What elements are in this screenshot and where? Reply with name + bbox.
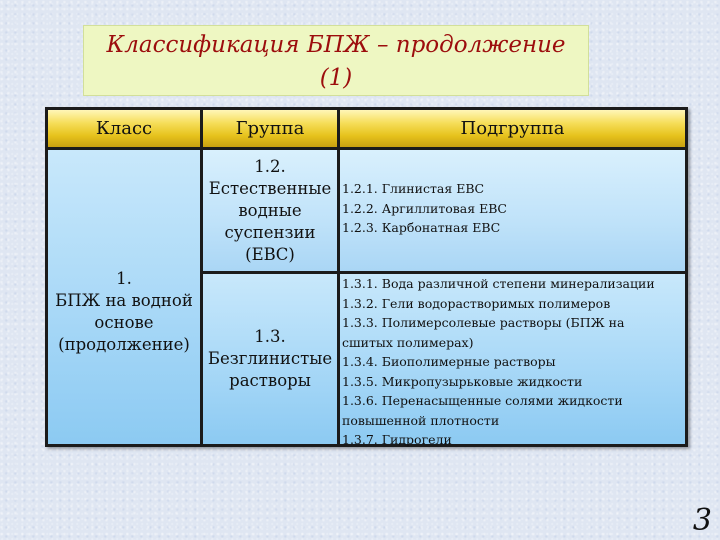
subgroup-item: 1.3.7. Гидрогели [342,432,452,447]
subgroup-item: 1.2.3. Карбонатная ЕВС [342,220,501,235]
group-1-3-line-1: 1.3. [254,327,286,346]
header-class: Класс [48,110,200,147]
header-group: Группа [203,110,337,147]
subgroup-item: 1.2.2. Аргиллитовая ЕВС [342,200,507,216]
subgroup-item: 1.3.5. Микропузырьковые жидкости [342,373,583,389]
slide-title-box [83,25,589,96]
class-number: 1. [116,269,132,288]
subgroup-item: 1.3.4. Биополимерные растворы [342,354,556,369]
group-1-3-line-3: растворы [229,371,311,390]
group-1-2-line-1: 1.2. [254,156,286,176]
group-cell-1-2 [203,150,337,271]
subgroup-item: 1.3.1. Вода различной степени минерализации [342,276,655,291]
subgroup-item: 1.3.3. Полимерсолевые растворы (БПЖ на сшитых полимерах) [342,315,625,350]
class-line-3: (продолжение) [58,335,190,354]
subgroup-cell-1-3 [340,274,685,447]
header-subgroup: Подгруппа [340,110,685,147]
group-1-2-line-5: (ЕВС) [245,244,295,264]
class-cell [48,150,200,444]
subgroup-item: 1.3.6. Перенасыщенные солями жидкости повышенной плотности [342,393,623,428]
subgroup-item: 1.3.2. Гели водорастворимых полимеров [342,295,611,311]
group-cell-1-3 [203,274,337,444]
classification-table [45,107,688,447]
class-line-2: основе [94,313,154,332]
slide-title-line-1: Классификация БПЖ – продолжение [106,32,566,58]
slide-title-line-2: (1) [319,65,353,91]
group-1-2-line-2: Естественные [208,178,332,198]
subgroup-item: 1.2.1. Глинистая ЕВС [342,181,485,196]
subgroup-cell-1-2 [340,150,685,271]
class-line-1: БПЖ на водной [55,291,193,310]
group-1-3-line-2: Безглинистые [207,349,333,368]
group-1-2-line-3: водные [238,200,302,220]
page-number: 3 [692,503,712,538]
group-1-2-line-4: суспензии [224,222,316,242]
